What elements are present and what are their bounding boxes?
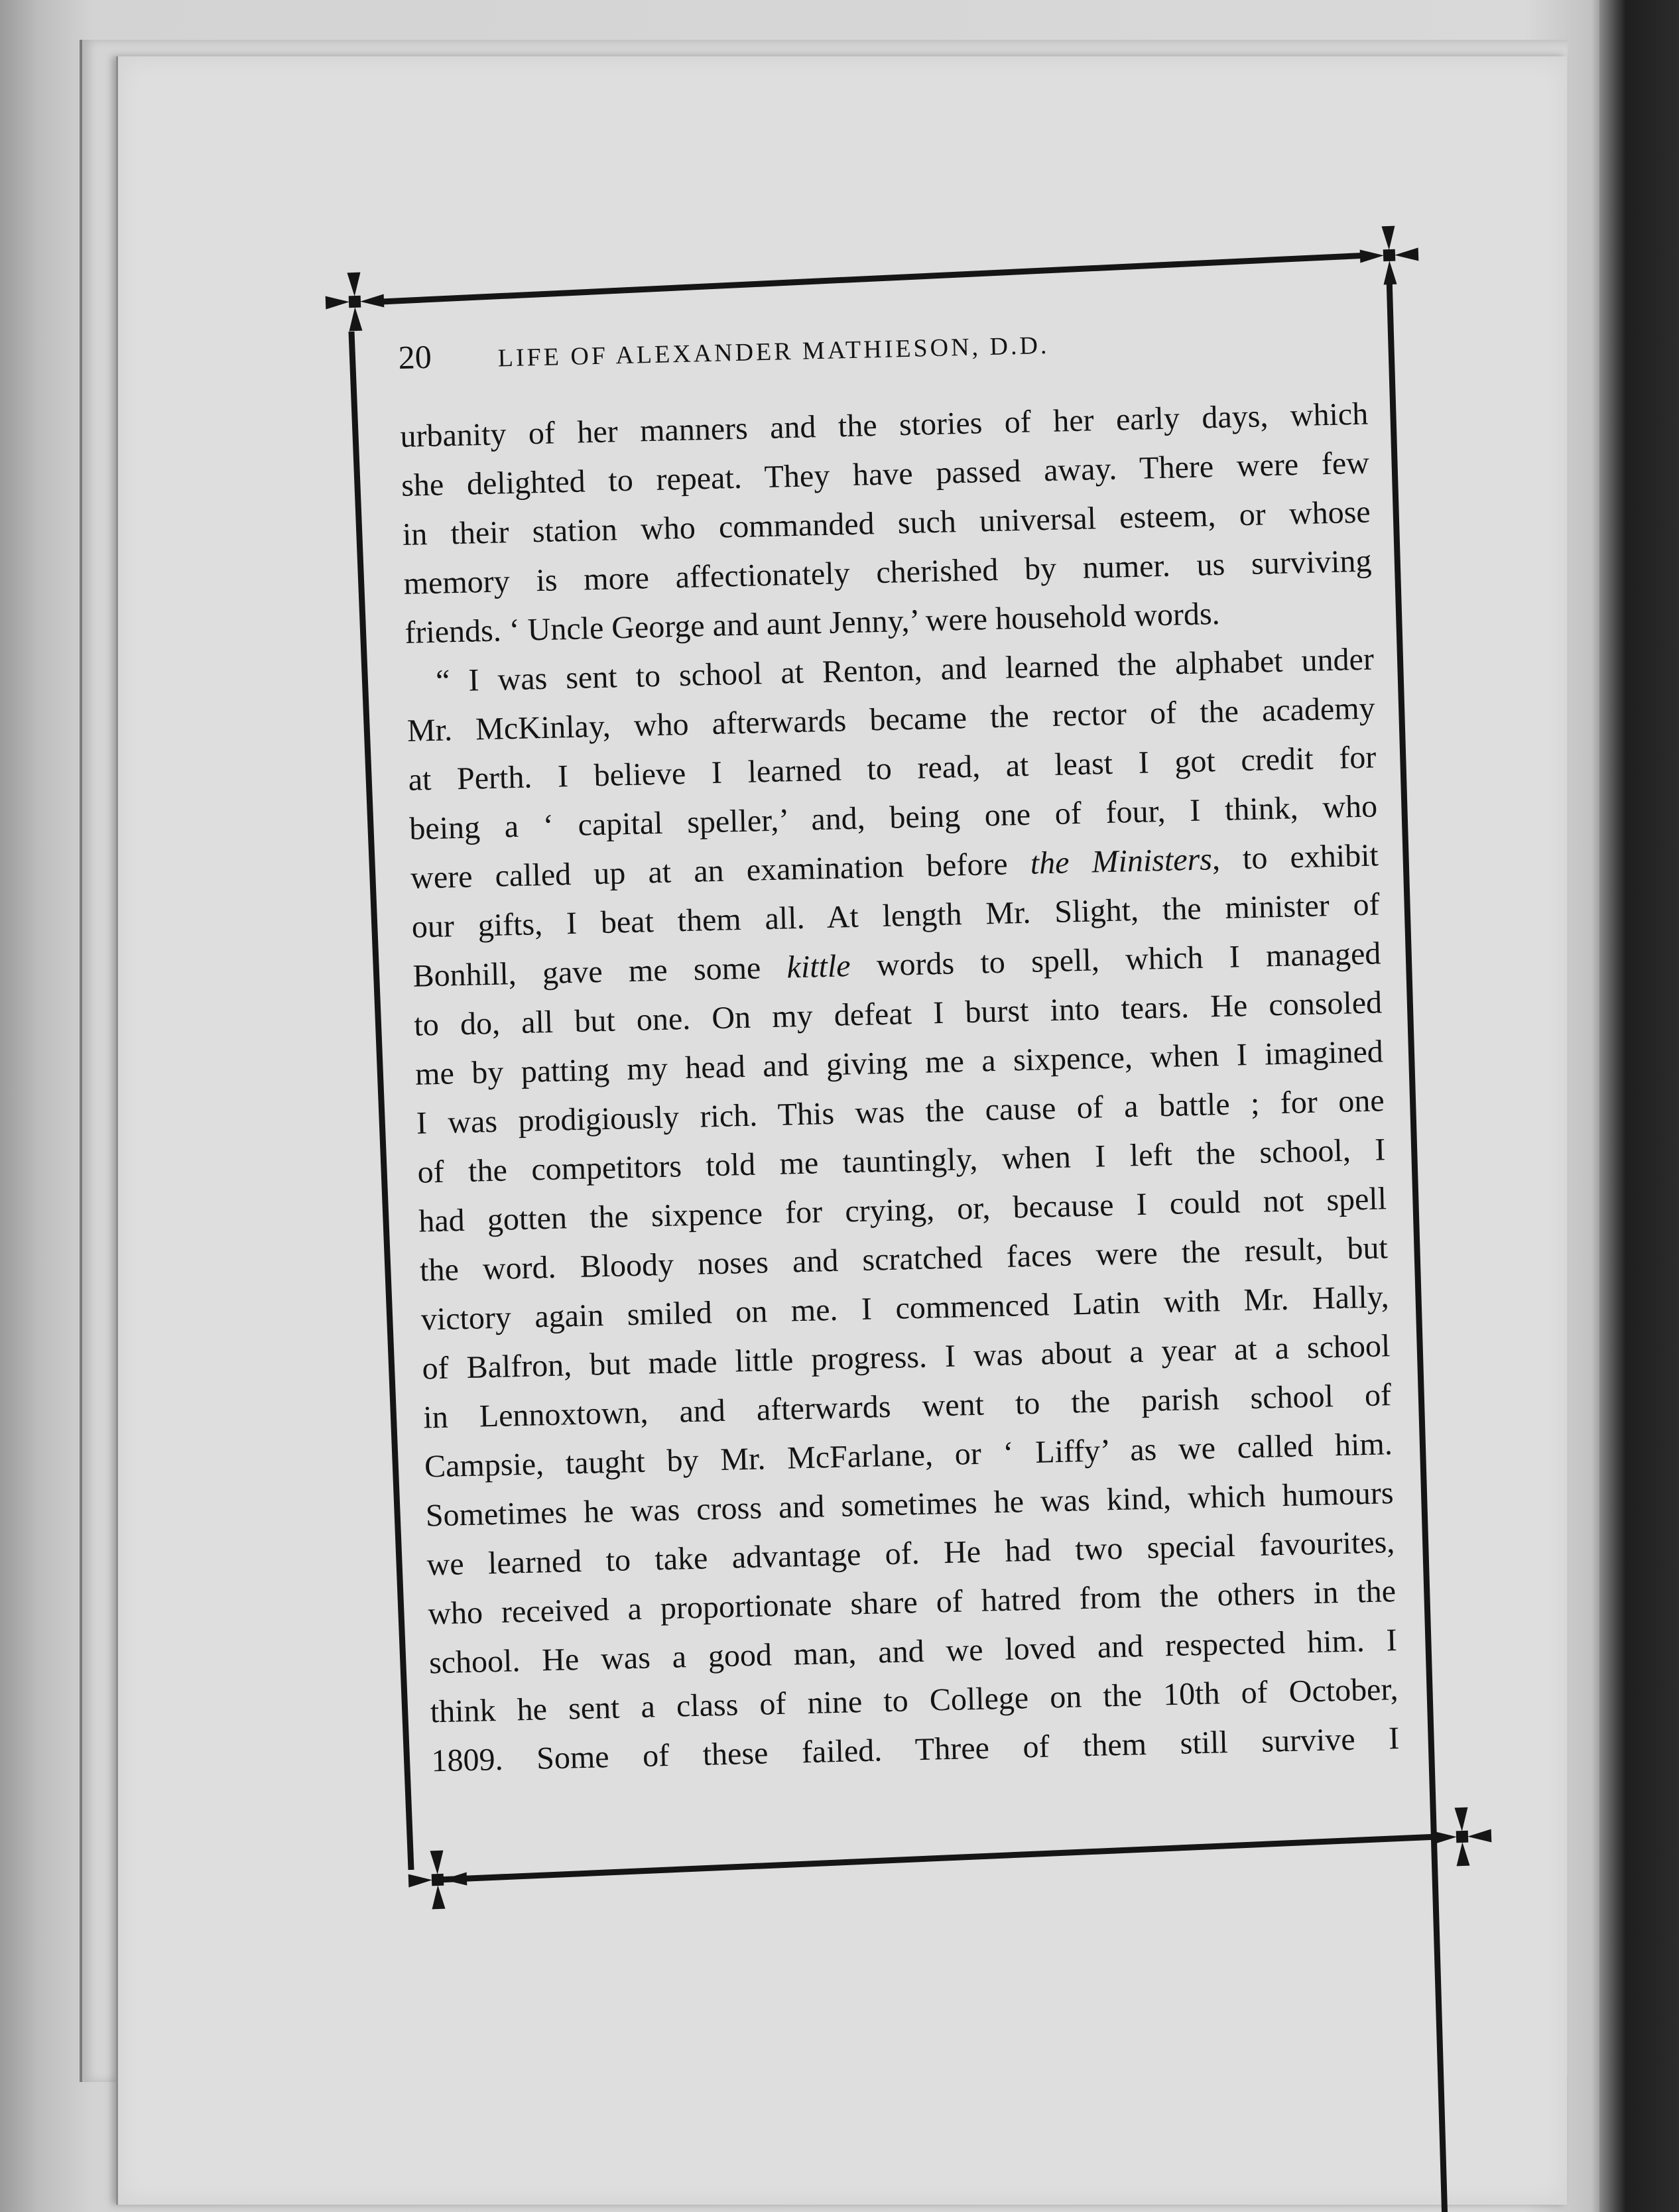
- text-line: we learned to take advantage of. He had two special favourites,: [426, 1524, 1395, 1583]
- text-segment: words to spell, which I managed: [849, 936, 1381, 984]
- text-line: Campsie, taught by Mr. McFarlane, or ‘ Liffy’ as we called him.: [424, 1426, 1393, 1485]
- cross-pattee-icon: [1432, 1806, 1492, 1867]
- text-line: 1809. Some of these failed. Three of them still survive I: [430, 1721, 1400, 1779]
- cross-pattee-icon: [324, 271, 385, 332]
- running-title: LIFE OF ALEXANDER MATHIESON, D.D.: [497, 331, 1050, 373]
- text-segment: , to exhibit: [1212, 837, 1379, 877]
- text-line: our gifts, I beat them all. At length Mr. Slight, the minister of: [411, 887, 1381, 945]
- text-line: being a ‘ capital speller,’ and, being one of four, I think, who: [408, 788, 1378, 847]
- text-line: Sometimes he was cross and sometimes he was kind, which humours: [425, 1475, 1395, 1534]
- body-text: [400, 390, 1400, 1786]
- text-line: think he sent a class of nine to College on the 10th of October,: [430, 1672, 1399, 1730]
- text-line: urbanity of her manners and the stories of her early days, which: [399, 396, 1369, 454]
- text-line: at Perth. I believe I learned to read, at least I got credit for: [408, 739, 1377, 798]
- text-line: Mr. McKinlay, who afterwards became the rector of the academy: [406, 690, 1376, 749]
- text-segment: Bonhill, gave me some: [412, 950, 788, 994]
- text-line: victory again smiled on me. I commenced Latin with Mr. Hally,: [420, 1279, 1390, 1337]
- text-line: of Balfron, but made little progress. I was about a year at a school: [421, 1328, 1391, 1386]
- text-line: had gotten the sixpence for crying, or, because I could not spell: [418, 1181, 1387, 1239]
- italic-text: the Ministers: [1030, 841, 1213, 881]
- text-line: of the competitors told me tauntingly, when I left the school, I: [417, 1132, 1386, 1190]
- text-line: who received a proportionate share of hatred from the others in the: [427, 1573, 1397, 1632]
- page-content: [398, 316, 1400, 1786]
- text-line: memory is more affectionately cherished by numer. us surviving: [403, 543, 1372, 601]
- text-line: me by patting my head and giving me a sixpence, when I imagined: [414, 1034, 1384, 1092]
- text-line: “ I was sent to school at Renton, and learned the alphabet under: [435, 641, 1375, 699]
- text-line: the word. Bloody noses and scratched faces were the result, but: [419, 1230, 1389, 1288]
- text-segment: were called up at an examination before: [410, 845, 1031, 896]
- cross-pattee-icon: [407, 1849, 467, 1910]
- text-line: school. He was a good man, and we loved and respected him. I: [428, 1623, 1398, 1681]
- italic-text: kittle: [786, 948, 851, 985]
- text-line: to do, all but one. On my defeat I burst into tears. He consoled: [413, 985, 1383, 1043]
- text-line: in Lennoxtown, and afterwards went to the parish school of: [422, 1377, 1392, 1436]
- page-number: 20: [398, 338, 432, 376]
- cross-pattee-icon: [1359, 225, 1419, 285]
- text-line: I was prodigiously rich. This was the cause of a battle ; for one: [416, 1083, 1385, 1141]
- text-line: friends. ‘ Uncle George and aunt Jenny,’ were household words.: [404, 595, 1221, 650]
- text-line: she delighted to repeat. They have passed away. There were few: [401, 445, 1370, 503]
- text-line: in their station who commanded such universal esteem, or whose: [402, 494, 1371, 552]
